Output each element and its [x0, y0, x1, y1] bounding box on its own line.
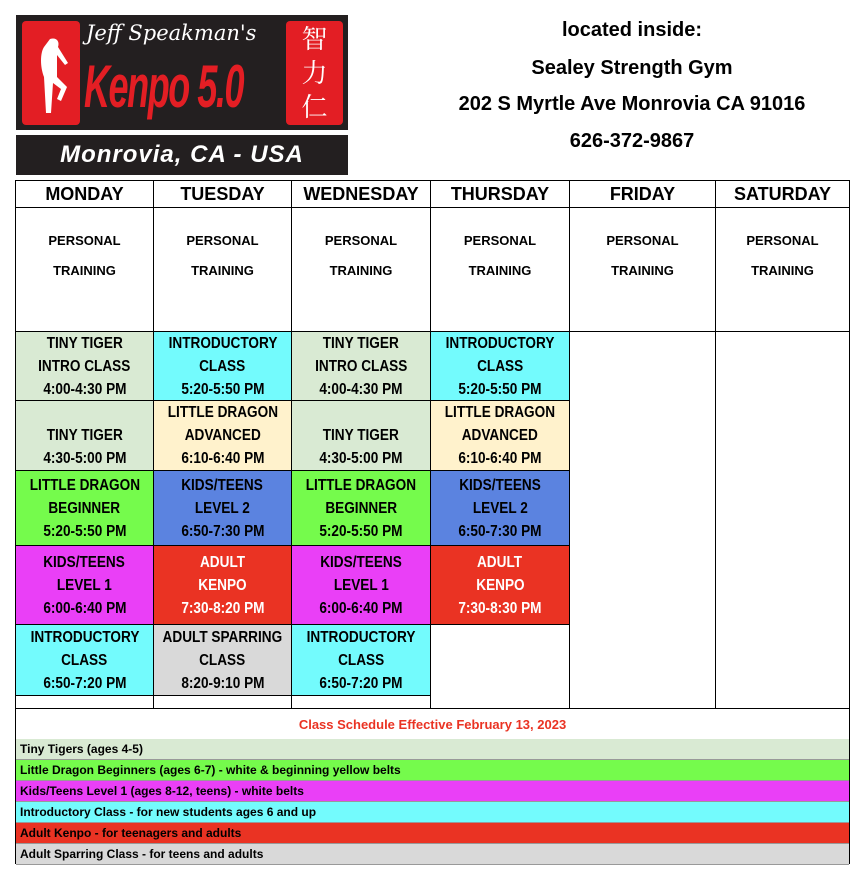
day-header: TUESDAY: [154, 181, 292, 208]
logo-kanji: [286, 21, 343, 125]
class-line: 6:10-6:40 PM: [458, 450, 542, 467]
class-cell: [431, 332, 570, 401]
info-located: located inside:: [561, 19, 703, 41]
class-line: TRAINING: [611, 263, 674, 278]
class-line: 4:00-4:30 PM: [42, 380, 127, 398]
day-header: SATURDAY: [716, 181, 850, 208]
class-line: ADULT SPARRING: [162, 628, 283, 646]
class-line: 6:00-6:40 PM: [42, 599, 127, 617]
class-line: LITTLE DRAGON: [305, 476, 417, 494]
class-line: LEVEL 2: [472, 499, 528, 517]
class-cell: [292, 332, 431, 401]
info-phone: 626-372-9867: [569, 130, 695, 152]
class-line: 4:30-5:00 PM: [42, 450, 127, 467]
class-line: TRAINING: [53, 263, 116, 278]
class-line: 7:30-8:30 PM: [458, 599, 542, 617]
class-line: PERSONAL: [606, 233, 679, 248]
class-cell: [431, 401, 570, 471]
class-line: INTRO CLASS: [314, 357, 408, 375]
class-line: PERSONAL: [186, 233, 259, 248]
class-line: PERSONAL: [463, 233, 537, 248]
class-line: 6:50-7:20 PM: [319, 674, 403, 692]
class-line: 5:20-5:50 PM: [42, 522, 127, 540]
class-line: CLASS: [61, 651, 108, 669]
class-line: TRAINING: [329, 263, 393, 278]
class-line: 6:50-7:30 PM: [458, 522, 542, 540]
legend-item: Kids/Teens Level 1 (ages 8-12, teens) - white belts: [16, 781, 849, 802]
class-line: KENPO: [198, 576, 247, 594]
class-line: LITTLE DRAGON: [167, 404, 278, 421]
class-line: 7:30-8:20 PM: [180, 599, 265, 617]
class-line: KIDS/TEENS: [320, 553, 402, 571]
empty-cell: [570, 332, 716, 709]
info-gym: Sealey Strength Gym: [531, 57, 733, 79]
class-line: ADULT: [477, 553, 523, 571]
empty-cell: [16, 696, 154, 709]
class-line: PERSONAL: [746, 233, 819, 248]
class-cell: [292, 401, 431, 471]
karate-figure-icon: [36, 35, 70, 123]
class-cell: [16, 332, 154, 401]
day-header: MONDAY: [16, 181, 154, 208]
class-line: 6:10-6:40 PM: [180, 450, 265, 467]
class-line: LEVEL 1: [57, 576, 112, 594]
class-line: KIDS/TEENS: [43, 553, 126, 571]
class-cell: [154, 471, 292, 546]
class-line: 4:00-4:30 PM: [319, 380, 403, 398]
logo-location: Monrovia, CA - USA: [16, 135, 348, 175]
kanji: 力: [301, 59, 328, 89]
class-line: 5:20-5:50 PM: [319, 522, 403, 540]
legend-item: Tiny Tigers (ages 4-5): [16, 739, 849, 760]
empty-cell: [431, 625, 570, 709]
class-line: INTRODUCTORY: [168, 334, 277, 352]
day-header: WEDNESDAY: [292, 181, 431, 208]
effective-date: Class Schedule Effective February 13, 2023: [16, 709, 849, 740]
class-cell: [431, 546, 570, 625]
day-header: FRIDAY: [570, 181, 716, 208]
class-cell: [292, 625, 431, 696]
class-cell: [154, 401, 292, 471]
class-cell: [292, 546, 431, 625]
class-cell: [154, 332, 292, 401]
personal-training-cell: [154, 208, 292, 332]
schedule-table: [15, 180, 850, 864]
class-line: PERSONAL: [324, 233, 398, 248]
class-line: CLASS: [476, 357, 524, 375]
class-line: INTRODUCTORY: [306, 628, 416, 646]
empty-cell: [292, 696, 431, 709]
class-line: LITTLE DRAGON: [444, 404, 556, 421]
class-line: TRAINING: [468, 263, 532, 278]
class-cell: [16, 546, 154, 625]
empty-cell: [716, 332, 850, 709]
class-line: KENPO: [475, 576, 525, 594]
class-line: 6:00-6:40 PM: [319, 599, 403, 617]
class-line: LITTLE DRAGON: [29, 476, 140, 494]
class-line: CLASS: [337, 651, 385, 669]
class-line: BEGINNER: [325, 499, 397, 517]
class-line: ADVANCED: [184, 427, 261, 444]
class-cell: [16, 401, 154, 471]
info-address: 202 S Myrtle Ave Monrovia CA 91016: [458, 93, 806, 115]
logo-main: Kenpo 5.0: [84, 53, 244, 121]
logo-script: Jeff Speakman's: [86, 21, 257, 45]
personal-training-cell: [292, 208, 431, 332]
class-line: TINY TIGER: [322, 427, 400, 444]
class-line: TINY TIGER: [46, 427, 123, 444]
legend-item: Introductory Class - for new students ages 6 and up: [16, 802, 849, 823]
day-header: THURSDAY: [431, 181, 570, 208]
class-line: 6:50-7:20 PM: [42, 674, 127, 692]
class-line: KIDS/TEENS: [181, 476, 264, 494]
legend-item: Adult Sparring Class - for teens and adults: [16, 844, 849, 865]
class-cell: [154, 625, 292, 696]
class-line: TINY TIGER: [46, 334, 123, 352]
class-line: 6:50-7:30 PM: [180, 522, 265, 540]
class-cell: [292, 471, 431, 546]
legend-item: Adult Kenpo - for teenagers and adults: [16, 823, 849, 844]
class-line: 5:20-5:50 PM: [458, 380, 542, 398]
personal-training-cell: [431, 208, 570, 332]
personal-training-cell: [16, 208, 154, 332]
class-line: TINY TIGER: [322, 334, 400, 352]
kanji: 智: [301, 25, 328, 55]
personal-training-cell: [570, 208, 716, 332]
class-line: 5:20-5:50 PM: [180, 380, 265, 398]
class-line: KIDS/TEENS: [459, 476, 541, 494]
class-line: CLASS: [199, 357, 246, 375]
class-line: 8:20-9:10 PM: [180, 674, 265, 692]
class-line: TRAINING: [751, 263, 814, 278]
logo-figure-panel: [22, 21, 80, 125]
class-line: PERSONAL: [48, 233, 121, 248]
class-line: CLASS: [199, 651, 246, 669]
class-line: ADVANCED: [461, 427, 539, 444]
class-line: INTRODUCTORY: [445, 334, 555, 352]
class-line: TRAINING: [191, 263, 254, 278]
kanji: 仁: [301, 93, 328, 123]
logo: [16, 15, 348, 130]
class-line: 4:30-5:00 PM: [319, 450, 403, 467]
class-line: INTRODUCTORY: [30, 628, 139, 646]
class-cell: [16, 471, 154, 546]
empty-cell: [154, 696, 292, 709]
legend-item: Little Dragon Beginners (ages 6-7) - white & beginning yellow belts: [16, 760, 849, 781]
class-cell: [154, 546, 292, 625]
personal-training-cell: [716, 208, 850, 332]
class-line: INTRO CLASS: [38, 357, 131, 375]
class-cell: [16, 625, 154, 696]
class-cell: [431, 471, 570, 546]
class-line: BEGINNER: [48, 499, 121, 517]
class-line: LEVEL 1: [333, 576, 389, 594]
class-line: ADULT: [199, 553, 246, 571]
class-line: LEVEL 2: [195, 499, 250, 517]
